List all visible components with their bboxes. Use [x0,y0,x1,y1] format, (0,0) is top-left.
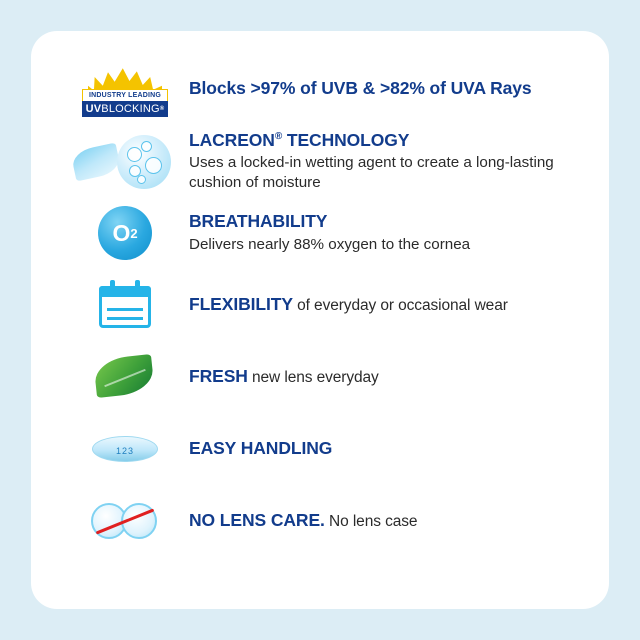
list-item [31,413,609,485]
list-item [31,53,609,125]
calendar-ring-icon [135,280,140,291]
feature-list [31,53,609,557]
headline-main: LACREON [189,129,275,150]
registered-mark: ® [159,106,165,112]
o2-subscript: 2 [130,225,138,241]
calendar-header [99,286,151,297]
moisture-drop-icon [117,135,171,189]
uv-bold-text: UV [85,103,102,115]
feature-headline [189,130,599,152]
headline-main: NO LENS CARE. [189,510,325,531]
lens-number-label: 123 [115,446,135,456]
headline-main: FRESH [189,366,248,387]
headline-tail: TECHNOLOGY [282,129,410,150]
feature-card [31,31,609,609]
feature-text [181,78,599,100]
feature-text [181,366,599,388]
feature-text [181,211,599,254]
calendar-icon [69,280,181,330]
feature-headline [189,366,599,388]
headline-main: FLEXIBILITY [189,294,293,315]
oxygen-o2-icon [69,206,181,260]
feature-text [181,130,599,193]
list-item [31,269,609,341]
list-item [31,341,609,413]
bubble-icon [137,175,146,184]
feature-headline [189,294,599,316]
feature-subtext: Delivers nearly 88% oxygen to the cornea [189,236,471,254]
calendar-line [107,317,143,320]
leaf-icon [69,355,181,399]
feature-subtext: new lens everyday [247,369,379,387]
bubble-icon [127,147,142,162]
uv-blocking-label [82,101,168,117]
feature-text [181,510,599,532]
feature-subtext: of everyday or occasional wear [292,297,508,315]
feature-headline [189,510,599,532]
registered-mark: ® [274,130,283,142]
bubble-icon [141,141,152,152]
uv-regular-text: BLOCKING [101,103,160,115]
calendar-line [107,308,143,311]
calendar-ring-icon [110,280,115,291]
o2-badge: O 2 [98,206,152,260]
feature-headline: Blocks >97% of UVB & >82% of UVA Rays [189,78,532,99]
feature-text [181,294,599,316]
feature-headline: BREATHABILITY [189,211,328,232]
list-item [31,125,609,197]
list-item [31,485,609,557]
contact-lens-icon [70,143,121,182]
list-item [31,197,609,269]
uv-band-label: INDUSTRY LEADING [82,89,168,102]
feature-headline: EASY HANDLING [189,438,333,459]
feature-subtext: Uses a locked-in wetting agent to create a long-lasting cushion of moisture [189,154,554,191]
lacreon-lens-icon [69,133,181,189]
uv-blocking-icon [69,61,181,117]
feature-subtext: No lens case [324,513,418,531]
lens-handling-icon [69,432,181,466]
bubble-icon [145,157,162,174]
no-lens-case-icon [69,501,181,541]
feature-text [181,438,599,460]
